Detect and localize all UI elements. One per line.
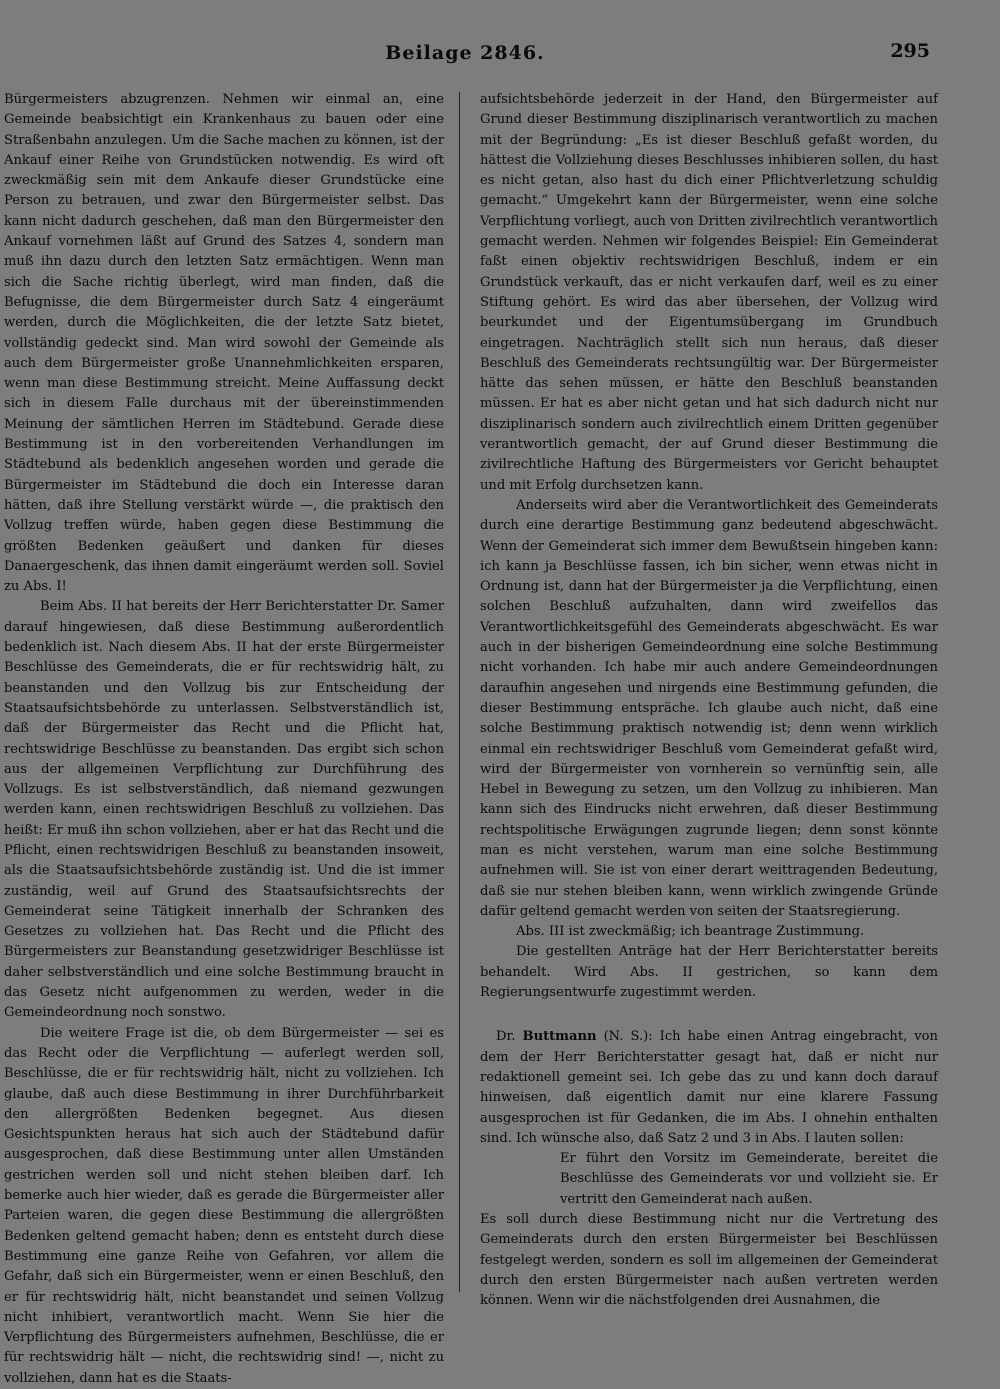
paragraph: Die gestellten Anträge hat der Herr Berichterstatter bereits behandelt. Wird Abs. II gestrichen, so kann dem Regierungsentwurfe zugestimmt werden. bbox=[480, 944, 938, 1001]
paragraph: Beim Abs. II hat bereits der Herr Berichterstatter Dr. Samer darauf hingewiesen, daß diese Bestimmung außerordentlich bedenklich ist. Nach diesem Abs. II hat der erste Bürgermeister Beschlüsse des Gemeinderats, die er für rechtswidrig hält, zu beanstanden und den Vollzug bis zur Entscheidung der Staatsaufsichtsbehörde zu unterlassen. Selbstverständlich ist, daß der Bürgermeister das Recht und die Pflicht hat, rechtswidrige Beschlüsse zu beanstanden. Das ergibt sich schon aus der allgemeinen Verpflichtung zur Durchführung des Vollzugs. Es ist selbstverständlich, daß niemand gezwungen werden kann, einen rechtswidrigen Beschluß zu vollziehen. Das heißt: Er muß ihn schon vollziehen, aber er hat das Recht und die Pflicht, einen rechtswidrigen Beschluß zu beanstanden insoweit, als die Staatsaufsichtsbehörde zuständig ist. Und die ist immer zuständig, weil auf Grund des Staatsaufsichtsrechts der Gemeinderat seine Tätigkeit innerhalb der Schranken des Gesetzes zu vollziehen hat. Das Recht und die Pflicht des Bürgermeisters zur Beanstandung gesetzwidriger Beschlüsse ist daher selbstverständlich und eine solche Bestimmung braucht in das Gesetz nicht aufgenommen zu werden, weder in die Gemeindeordnung noch sonstwo. bbox=[4, 599, 444, 1021]
paragraph: Bürgermeisters abzugrenzen. Nehmen wir einmal an, eine Gemeinde beabsichtigt ein Krankenhaus zu bauen oder eine Straßenbahn anzulegen. Um die Sache machen zu können, ist der Ankauf einer Reihe von Grundstücken notwendig. Es wird oft zweckmäßig sein mit dem Ankaufe dieser Grundstücke eine Person zu betrauen, und zwar den Bürgermeister selbst. Das kann nicht dadurch geschehen, daß man den Bürgermeister den Ankauf vornehmen läßt auf Grund des Satzes 4, sondern man muß ihn dazu durch den letzten Satz ermächtigen. Wenn man sich die Sache richtig überlegt, wird man finden, daß die Befugnisse, die dem Bürgermeister durch Satz 4 eingeräumt werden, durch die Möglichkeiten, die der letzte Satz bietet, vollständig gedeckt sind. Man wird sowohl der Gemeinde als auch dem Bürgermeister große Unannehmlichkeiten ersparen, wenn man diese Bestimmung streicht. Meine Auffassung deckt sich in diesem Falle durchaus mit der übereinstimmenden Meinung der sämtlichen Herren im Städtebund. Gerade diese Bestimmung ist in den vorbereitenden Verhandlungen im Städtebund als bedenklich angesehen worden und gerade die Bürgermeister im Städtebund die doch ein Interesse daran hätten, daß ihre Stellung verstärkt würde —, die praktisch den Vollzug treffen würde, haben gegen diese Bestimmung die größten Bedenken geäußert und danken für dieses Danaergeschenk, das ihnen damit eingeräumt werden soll. Soviel zu Abs. I! bbox=[4, 92, 444, 595]
column-divider bbox=[459, 92, 460, 1292]
speaker-paragraph bbox=[480, 1027, 938, 1149]
paragraph: Abs. III ist zweckmäßig; ich beantrage Zustimmung. bbox=[516, 924, 865, 940]
page-header-title: Beilage 2846. bbox=[385, 42, 545, 64]
page-number: 295 bbox=[890, 40, 930, 62]
paragraph: aufsichtsbehörde jederzeit in der Hand, den Bürgermeister auf Grund dieser Bestimmung disziplinarisch verantwortlich zu machen mit der Begründung: „Es ist dieser Beschluß gefaßt worden, du hättest die Vollziehung dieses Beschlusses inhibieren sollen, du hast es nicht getan, also hast du dich einer Pflichtverletzung schuldig gemacht.“ Umgekehrt kann der Bürgermeister, wenn eine solche Verpflichtung vorliegt, auch von Dritten zivilrechtlich verantwortlich gemacht werden. Nehmen wir folgendes Beispiel: Ein Gemeinderat faßt einen objektiv rechtswidrigen Beschluß, indem er ein Grundstück verkauft, das er nicht verkaufen darf, weil es zu einer Stiftung gehört. Es wird das aber übersehen, der Vollzug wird beurkundet und der Eigentumsübergang im Grundbuch eingetragen. Nachträglich stellt sich nun heraus, daß dieser Beschluß des Gemeinderats rechtsungültig war. Der Bürgermeister hätte das sehen müssen, er hätte den Beschluß beanstanden müssen. Er hat es aber nicht getan und hat sich dadurch nicht nur disziplinarisch sondern auch zivilrechtlich einem Dritten gegenüber verantwortlich gemacht, der auf Grund dieser Bestimmung die zivilrechtliche Haftung des Bürgermeisters vor Gericht behauptet und mit Erfolg durchsetzen kann. bbox=[480, 92, 938, 493]
paragraph: Anderseits wird aber die Verantwortlichkeit des Gemeinderats durch eine derartige Bestimmung ganz bedeutend abgeschwächt. Wenn der Gemeinderat sich immer dem Bewußtsein hingeben kann: ich kann ja Beschlüsse fassen, ich bin sicher, wenn etwas nicht in Ordnung ist, dann hat der Bürgermeister ja die Verpflichtung, einen solchen Beschluß aufzuhalten, dann wird zweifellos das Verantwortlichkeitsgefühl des Gemeinderats abgeschwächt. Es war auch in der bisherigen Gemeindeordnung eine solche Bestimmung nicht vorhanden. Ich habe mir auch andere Gemeindeordnungen daraufhin angesehen und nirgends eine Bestimmung gefunden, die dieser Bestimmung entspräche. Ich glaube auch nicht, daß eine solche Bestimmung praktisch notwendig ist; denn wenn wirklich einmal ein rechtswidriger Beschluß vom Gemeinderat gefaßt wird, wird der Bürgermeister von vornherein so vernünftig sein, alle Hebel in Bewegung zu setzen, um den Vollzug zu inhibieren. Man kann sich des Eindrucks nicht erwehren, daß dieser Bestimmung rechtspolitische Erwägungen zugrunde liegen; denn sonst könnte man es nicht verstehen, warum man eine solche Bestimmung aufnehmen will. Sie ist von einer derart weittragenden Bedeutung, daß sie nur stehen bleiben kann, wenn wirklich zwingende Gründe dafür geltend gemacht werden von seiten der Staatsregierung. bbox=[480, 497, 938, 919]
right-text-column bbox=[480, 90, 938, 1312]
quoted-text: Er führt den Vorsitz im Gemeinderate, bereitet die Beschlüsse des Gemeinderats vor und vollzieht sie. Er vertritt den Gemeinderat nach außen. bbox=[560, 1151, 938, 1207]
speaker-name: Buttmann bbox=[522, 1029, 597, 1045]
speaker-prefix: Dr. bbox=[496, 1029, 516, 1045]
left-text-column bbox=[0, 90, 444, 1389]
speaker-party: (N. S.): bbox=[603, 1029, 653, 1045]
speaker-text: Ich habe einen Antrag eingebracht, von dem der Herr Berichterstatter gesagt hat, daß er nicht nur redaktionell gemeint sei. Ich gebe das zu und kann doch darauf hinweisen, daß eigentlich damit nur eine klarere Fassung ausgesprochen ist für Gedanken, die im Abs. I ohnehin enthalten sind. Ich wünsche also, daß Satz 2 und 3 in Abs. I lauten sollen: bbox=[480, 1029, 938, 1146]
paragraph: Es soll durch diese Bestimmung nicht nur die Vertretung des Gemeinderats durch den ersten Bürgermeister bei Beschlüssen festgelegt werden, sondern es soll im allgemeinen der Gemeinderat durch den ersten Bürgermeister nach außen vertreten werden können. Wenn wir die nächstfolgenden drei Ausnahmen, die bbox=[480, 1212, 938, 1309]
paragraph: Die weitere Frage ist die, ob dem Bürgermeister — sei es das Recht oder die Verpflichtung — auferlegt werden soll, Beschlüsse, die er für rechtswidrig hält, nicht zu vollziehen. Ich glaube, daß auch diese Bestimmung in ihrer Durchführbarkeit den allergrößten Bedenken begegnet. Aus diesen Gesichtspunkten heraus hat sich auch der Städtebund dafür ausgesprochen, daß diese Bestimmung unter allen Umständen gestrichen werden soll und nicht stehen bleiben darf. Ich bemerke auch hier wieder, daß es gerade die Bürgermeister aller Parteien waren, die gegen diese Bestimmung die allergrößten Bedenken geltend gemacht haben; denn es entsteht durch diese Bestimmung eine ganze Reihe von Gefahren, vor allem die Gefahr, daß sich ein Bürgermeister, wenn er einen Beschluß, den er für rechtswidrig hält, nicht beanstandet und seinen Vollzug nicht inhibiert, verantwortlich macht. Wenn Sie hier die Verpflichtung des Bürgermeisters aufnehmen, Beschlüsse, die er für rechtswidrig hält — nicht, die rechtswidrig sind! —, nicht zu vollziehen, dann hat es die Staats- bbox=[4, 1025, 444, 1386]
